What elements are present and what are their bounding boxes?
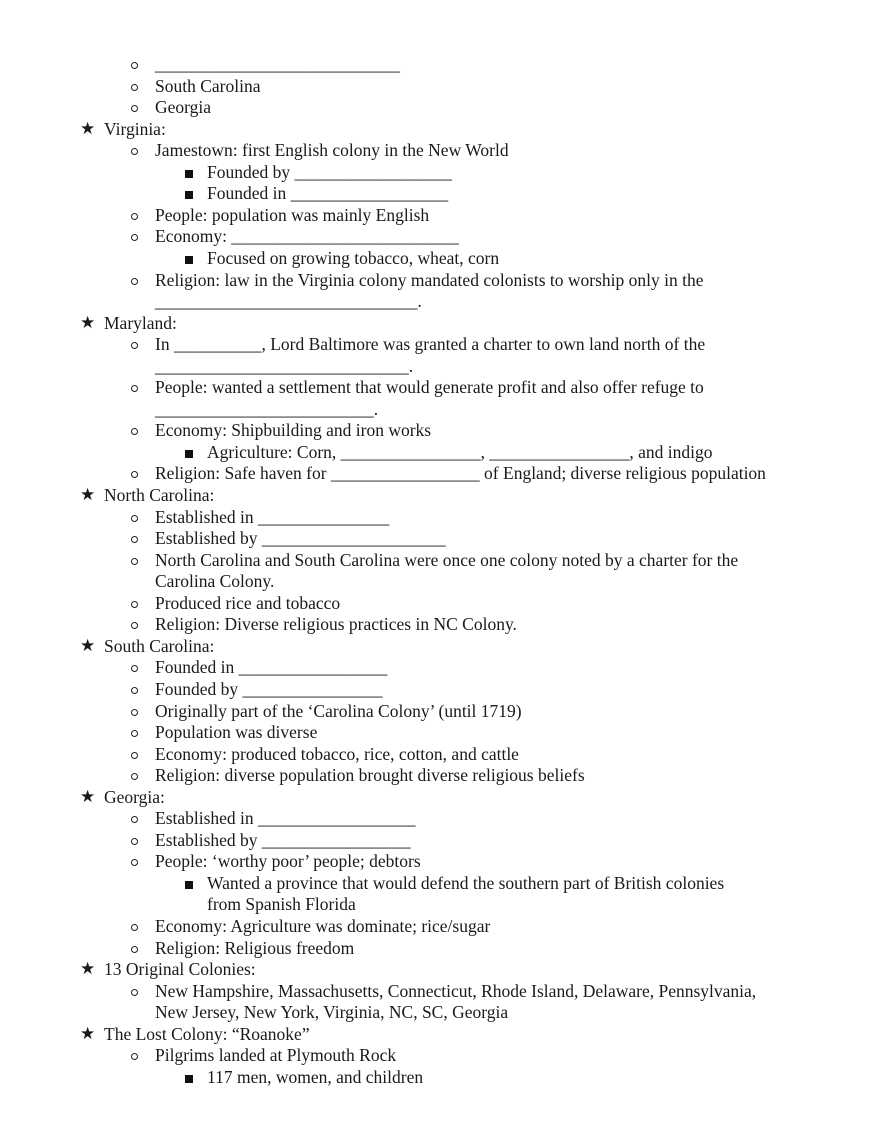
line-text: South Carolina: xyxy=(104,635,215,656)
line-text: North Carolina and South Carolina were once one colony noted by a charter for the xyxy=(155,549,739,570)
line-text: Jamestown: first English colony in the New World xyxy=(155,140,509,161)
line-text: People: population was mainly English xyxy=(155,204,430,225)
circle-bullet-icon xyxy=(131,536,138,543)
line-text: Established by _____________________ xyxy=(155,528,446,549)
line-text: Originally part of the ‘Carolina Colony’ (until 1719) xyxy=(155,700,522,721)
star-bullet-icon: ★ xyxy=(80,959,96,980)
star-bullet-icon: ★ xyxy=(80,786,96,807)
line-text: South Carolina xyxy=(155,75,261,96)
circle-bullet-icon xyxy=(131,946,138,953)
square-bullet-icon xyxy=(185,450,193,458)
line-text: Georgia xyxy=(155,97,212,118)
line-text: Founded in __________________ xyxy=(207,183,449,204)
circle-bullet-icon xyxy=(131,773,138,780)
circle-bullet-icon xyxy=(131,709,138,716)
line-text: Population was diverse xyxy=(155,722,318,743)
line-text: Focused on growing tobacco, wheat, corn xyxy=(207,247,500,268)
line-text: Maryland: xyxy=(104,312,177,333)
circle-bullet-icon xyxy=(131,665,138,672)
star-bullet-icon: ★ xyxy=(80,312,96,333)
star-bullet-icon: ★ xyxy=(80,1023,96,1044)
line-text: Economy: __________________________ xyxy=(155,226,459,247)
circle-bullet-icon xyxy=(131,62,138,69)
line-text: People: wanted a settlement that would generate profit and also offer refuge to xyxy=(155,377,704,398)
line-text: Economy: produced tobacco, rice, cotton, and cattle xyxy=(155,743,519,764)
circle-bullet-icon xyxy=(131,84,138,91)
square-bullet-icon xyxy=(185,256,193,264)
circle-bullet-icon xyxy=(131,730,138,737)
line-text: Carolina Colony. xyxy=(155,571,275,592)
line-text: Agriculture: Corn, ________________, ________________, and indigo xyxy=(207,441,713,462)
circle-bullet-icon xyxy=(131,989,138,996)
circle-bullet-icon xyxy=(131,601,138,608)
line-text: Religion: Safe haven for _________________ of England; diverse religious population xyxy=(155,463,766,484)
line-text: Established in __________________ xyxy=(155,808,416,829)
circle-bullet-icon xyxy=(131,924,138,931)
line-text: New Hampshire, Massachusetts, Connecticut, Rhode Island, Delaware, Pennsylvania, xyxy=(155,980,757,1001)
line-text: New Jersey, New York, Virginia, NC, SC, Georgia xyxy=(155,1002,509,1023)
circle-bullet-icon xyxy=(131,234,138,241)
circle-bullet-icon xyxy=(131,385,138,392)
line-text: _________________________. xyxy=(155,398,379,419)
line-text: Wanted a province that would defend the southern part of British colonies xyxy=(207,872,725,893)
circle-bullet-icon xyxy=(131,558,138,565)
circle-bullet-icon xyxy=(131,816,138,823)
line-text: Established in _______________ xyxy=(155,506,390,527)
circle-bullet-icon xyxy=(131,471,138,478)
circle-bullet-icon xyxy=(131,342,138,349)
line-text: from Spanish Florida xyxy=(207,894,356,915)
line-text: North Carolina: xyxy=(104,485,215,505)
line-text: Produced rice and tobacco xyxy=(155,592,341,613)
line-text: Pilgrims landed at Plymouth Rock xyxy=(155,1045,397,1066)
square-bullet-icon xyxy=(185,170,193,178)
line-text: Georgia: xyxy=(104,786,165,807)
star-bullet-icon: ★ xyxy=(80,118,96,139)
circle-bullet-icon xyxy=(131,105,138,112)
line-text: Religion: diverse population brought diverse religious beliefs xyxy=(155,765,585,786)
line-text: Founded by ________________ xyxy=(155,678,383,699)
line-text: Economy: Agriculture was dominate; rice/sugar xyxy=(155,916,491,936)
circle-bullet-icon xyxy=(131,515,138,522)
circle-bullet-icon xyxy=(131,687,138,694)
circle-bullet-icon xyxy=(131,859,138,866)
line-text: ______________________________. xyxy=(155,291,422,312)
star-bullet-icon: ★ xyxy=(80,485,96,505)
line-text: Religion: Religious freedom xyxy=(155,937,355,958)
line-text: ____________________________ xyxy=(155,54,400,74)
line-text: Religion: law in the Virginia colony mandated colonists to worship only in the xyxy=(155,269,704,290)
star-bullet-icon: ★ xyxy=(80,635,96,656)
line-text: People: ‘worthy poor’ people; debtors xyxy=(155,851,421,872)
line-text: Founded by __________________ xyxy=(207,161,452,182)
line-text: Virginia: xyxy=(104,118,166,139)
line-text: The Lost Colony: “Roanoke” xyxy=(104,1023,310,1044)
line-text: 13 Original Colonies: xyxy=(104,959,256,980)
line-text: 117 men, women, and children xyxy=(207,1066,424,1087)
circle-bullet-icon xyxy=(131,148,138,155)
circle-bullet-icon xyxy=(131,622,138,629)
square-bullet-icon xyxy=(185,191,193,199)
line-text: In __________, Lord Baltimore was granted a charter to own land north of the xyxy=(155,334,706,355)
circle-bullet-icon xyxy=(131,213,138,220)
circle-bullet-icon xyxy=(131,278,138,285)
line-text: Economy: Shipbuilding and iron works xyxy=(155,420,432,441)
circle-bullet-icon xyxy=(131,1053,138,1060)
line-text: Established by _________________ xyxy=(155,829,411,850)
square-bullet-icon xyxy=(185,881,193,889)
line-text: _____________________________. xyxy=(155,355,414,376)
square-bullet-icon xyxy=(185,1075,193,1083)
circle-bullet-icon xyxy=(131,752,138,759)
circle-bullet-icon xyxy=(131,428,138,435)
line-text: Founded in _________________ xyxy=(155,657,388,678)
circle-bullet-icon xyxy=(131,838,138,845)
line-text: Religion: Diverse religious practices in NC Colony. xyxy=(155,614,517,635)
